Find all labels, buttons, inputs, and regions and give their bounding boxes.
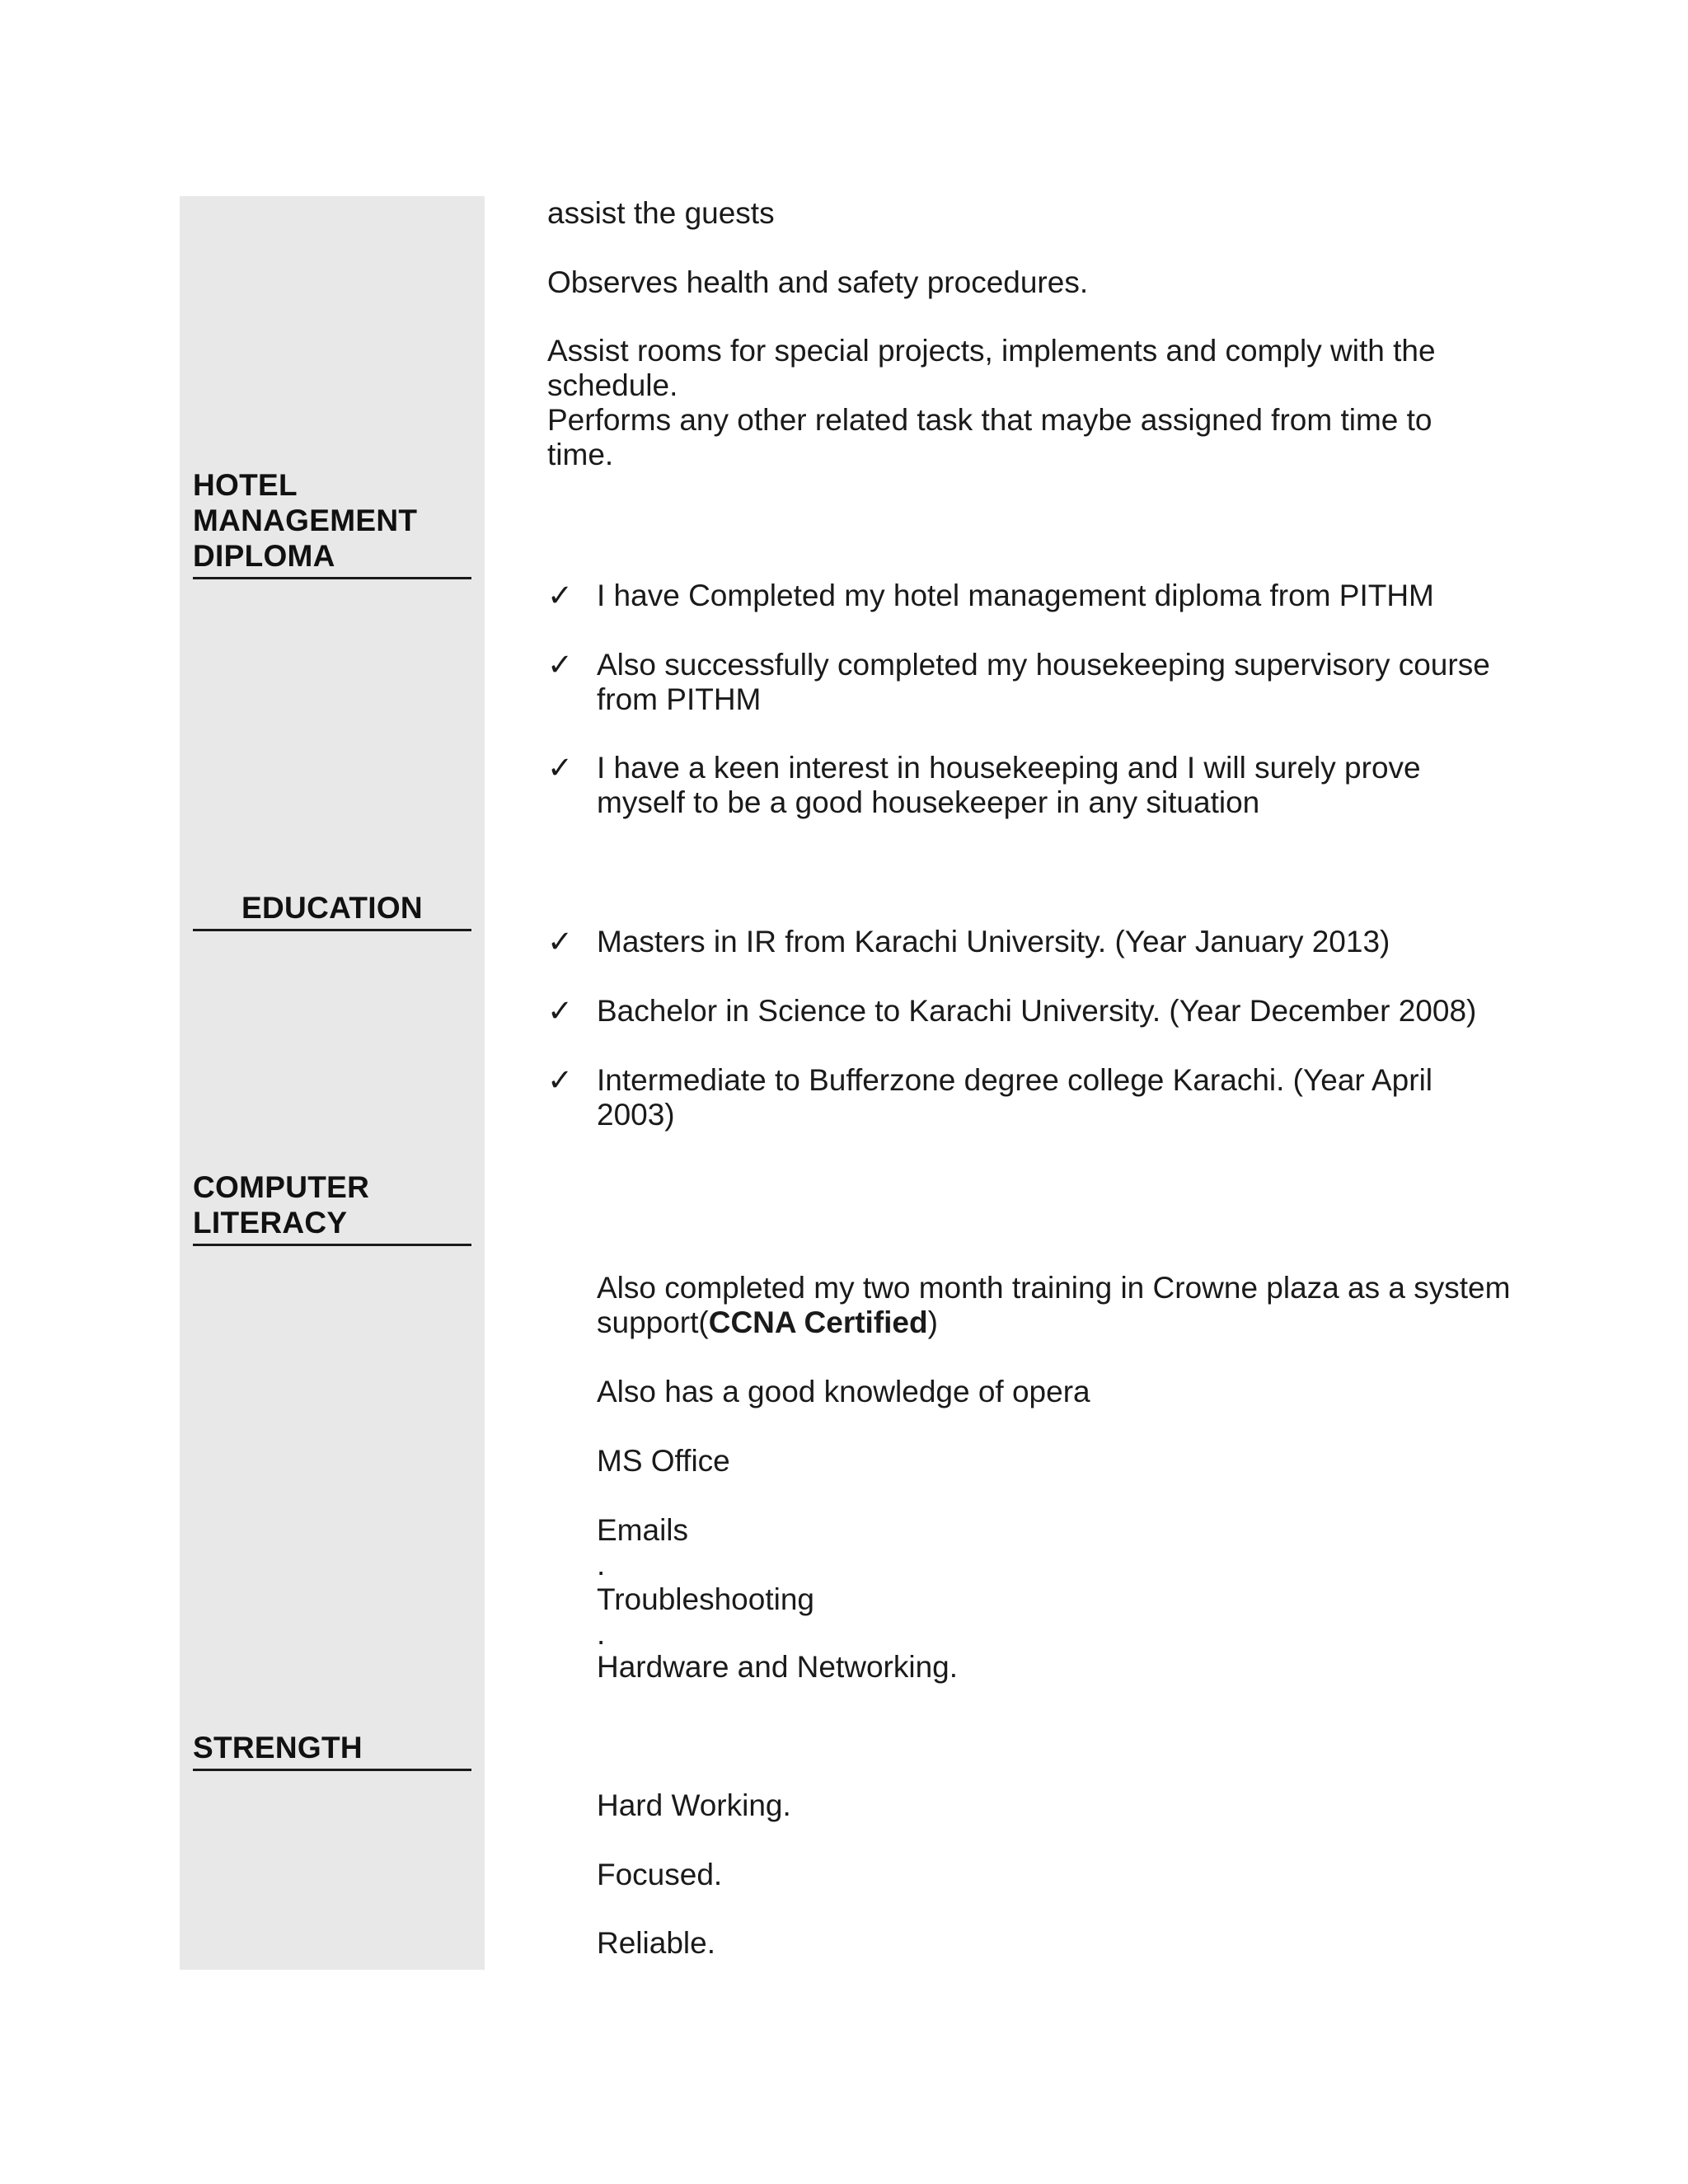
computer-training-text: Also completed my two month training in Crowne plaza as a system support(CCNA Certified): [597, 1271, 1511, 1339]
strength-item: Hard Working.: [597, 1788, 791, 1822]
education-item-text: Masters in IR from Karachi University. (Year January 2013): [597, 925, 1390, 958]
education-item-text: Intermediate to Bufferzone degree college Karachi. (Year April 2003): [597, 1063, 1433, 1132]
strength-item: Reliable.: [597, 1926, 715, 1960]
computer-troubleshooting-text: Troubleshooting: [597, 1582, 814, 1616]
check-mark-icon: ✓: [547, 648, 574, 682]
duty-assist-guests: assist the guests: [547, 196, 775, 230]
ccna-certified-text: CCNA Certified: [708, 1305, 928, 1339]
duty-special-projects: Assist rooms for special projects, implements and comply with the schedule.: [547, 334, 1436, 402]
check-mark-icon: ✓: [547, 751, 574, 785]
section-label-strength: STRENGTH: [193, 1730, 471, 1771]
computer-opera-text: Also has a good knowledge of opera: [597, 1375, 1090, 1408]
section-label-computer-literacy: COMPUTER LITERACY: [193, 1169, 471, 1246]
duty-health-safety: Observes health and safety procedures.: [547, 265, 1089, 299]
check-mark-icon: ✓: [547, 579, 574, 612]
section-label-education: EDUCATION: [193, 890, 471, 931]
computer-office-text: MS Office: [597, 1444, 730, 1478]
check-mark-icon: ✓: [547, 1063, 574, 1097]
diploma-item-text: I have a keen interest in housekeeping and I will surely prove myself to be a good housekeeper in any situation: [597, 751, 1421, 819]
section-label-hotel-diploma: HOTEL MANAGEMENT DIPLOMA: [193, 467, 471, 579]
sidebar-panel: [180, 196, 485, 1970]
strength-item: Focused.: [597, 1858, 723, 1891]
education-item-text: Bachelor in Science to Karachi University. (Year December 2008): [597, 994, 1477, 1028]
check-mark-icon: ✓: [547, 994, 574, 1028]
separator-dot: .: [597, 1548, 606, 1582]
diploma-item-text: I have Completed my hotel management diploma from PITHM: [597, 579, 1434, 612]
duty-other-tasks: Performs any other related task that maybe assigned from time to time.: [547, 403, 1432, 471]
diploma-item-text: Also successfully completed my housekeeping supervisory course from PITHM: [597, 648, 1490, 716]
check-mark-icon: ✓: [547, 925, 574, 958]
separator-dot: .: [597, 1617, 606, 1651]
computer-hardware-text: Hardware and Networking.: [597, 1650, 959, 1684]
computer-emails-text: Emails: [597, 1513, 689, 1547]
